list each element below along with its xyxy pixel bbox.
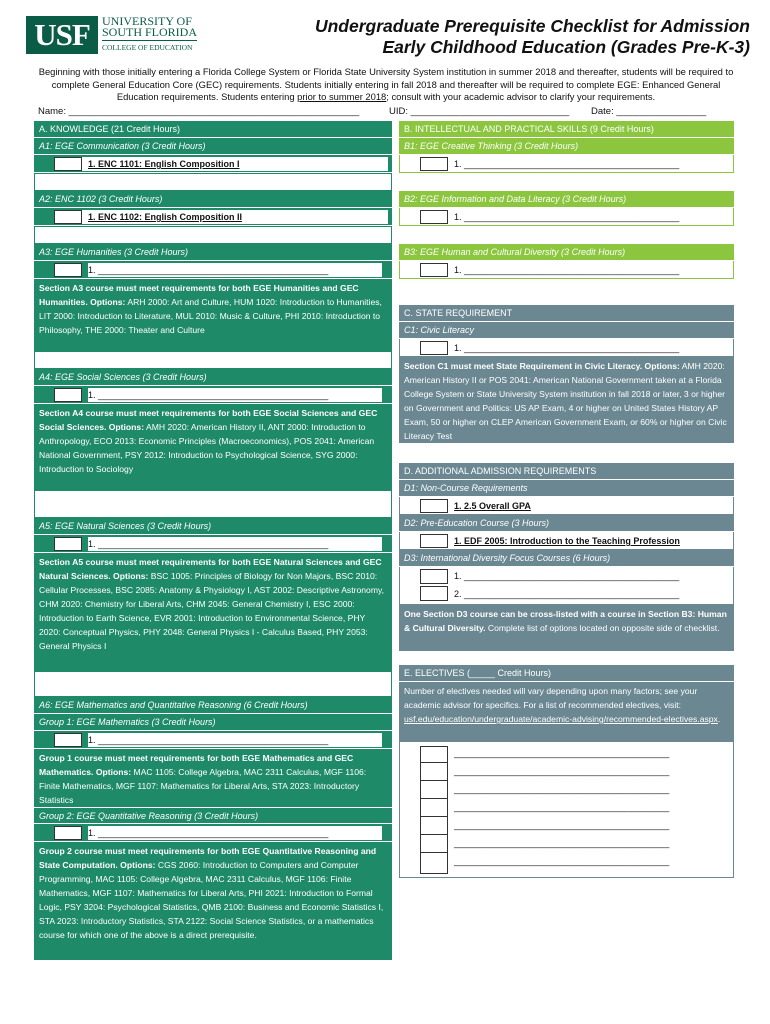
c1-blank[interactable]: 1. ___________________________________________ (454, 341, 723, 355)
d3-blank-1[interactable]: 1. ___________________________________________ (454, 569, 723, 583)
section-b-header: B. INTELLECTUAL AND PRACTICAL SKILLS (9 Credit Hours) (399, 121, 734, 138)
c1-checkbox[interactable] (420, 341, 448, 355)
spacer (399, 443, 734, 463)
a4-note (34, 404, 392, 490)
c1-row (399, 339, 734, 357)
d2-row (399, 532, 734, 550)
a4-note-bold: Section A4 course must meet requirements for both EGE Social Sciences and GEC Social Sciences. Options: (39, 408, 378, 432)
a4-checkbox[interactable] (54, 388, 82, 402)
spacer (34, 351, 392, 369)
b1-header: B1: EGE Creative Thinking (3 Credit Hours) (399, 138, 734, 155)
intro-part1: Beginning with those initially entering a Florida College System or Florida State University System institution in summer 2018 and thereafter, students will be required to complete General Education Core (GEC) requirements. Students initially entering in fall 2018 and thereafter will be required to complete EGE: Enhanced General Education requirements. Students entering (38, 66, 734, 102)
title-line1: Undergraduate Prerequisite Checklist for Admission (314, 16, 750, 36)
b1-blank[interactable]: 1. ___________________________________________ (454, 157, 723, 171)
d2-item: 1. EDF 2005: Introduction to the Teaching Profession (454, 536, 680, 546)
electives-checkbox-column[interactable] (420, 746, 448, 874)
a3-note-text: ARH 2000: Art and Culture, HUM 1020: Introduction to Humanities, LIT 2000: Introduction to Literature, MUL 2010: Music & Culture, PHI 2010: Introduction to Philosophy, THE 2000: Theater and Culture (39, 297, 382, 335)
b3-checkbox[interactable] (420, 263, 448, 277)
divider (420, 762, 448, 763)
a5-note (34, 553, 392, 671)
a5-checkbox[interactable] (54, 537, 82, 551)
a5-header: A5: EGE Natural Sciences (3 Credit Hours) (34, 518, 392, 535)
section-d-header: D. ADDITIONAL ADMISSION REQUIREMENTS (399, 463, 734, 480)
b2-blank[interactable]: 1. ___________________________________________ (454, 210, 723, 224)
divider (420, 852, 448, 853)
b3-row (399, 261, 734, 279)
a3-note-bold: Section A3 course must meet requirements for both EGE Humanities and GEC Humanities. Options: (39, 283, 359, 307)
b2-header: B2: EGE Information and Data Literacy (3 Credit Hours) (399, 191, 734, 208)
logo-line3: COLLEGE OF EDUCATION (102, 40, 197, 53)
group1-note-text: MAC 1105: College Algebra, MAC 2311 Calculus, MGF 1106: Finite Mathematics, MGF 1107: Mathematics for Liberal Arts, STA 2023: Introductory Statistics (39, 767, 367, 805)
a5-note-text: BSC 1005: Principles of Biology for Non Majors, BSC 2010: Cellular Processes, BSC 2085: Anatomy & Physiology I, AST 2002: Descriptive Astronomy, CHM 2020: Chemistry for Liberal Arts, CHM 2045: General Chemistry I, ESC 2000: Introduction to Earth Science, EVR 2001: Introduction to Environmental Science, PHY 2020: Conceptual Physics, PHY 2048: General Physics I - Calculus Based, PHY 2053: General Physics I (39, 571, 385, 651)
section-c-header: C. STATE REQUIREMENT (399, 305, 734, 322)
date-field[interactable]: Date: _________________ (591, 106, 707, 117)
a1-row (34, 155, 392, 173)
a1-header: A1: EGE Communication (3 Credit Hours) (34, 138, 392, 155)
page-header (26, 14, 750, 64)
spacer (399, 651, 734, 665)
divider (420, 816, 448, 817)
spacer (34, 173, 392, 191)
group2-checkbox[interactable] (54, 826, 82, 840)
b3-blank[interactable]: 1. ___________________________________________ (454, 263, 723, 277)
d1-row (399, 497, 734, 515)
group1-note-bold: Group 1 course must meet requirements for both EGE Mathematics and GEC Mathematics. Options: (39, 753, 354, 777)
d1-header: D1: Non-Course Requirements (399, 480, 734, 497)
b2-row (399, 208, 734, 226)
d3-header: D3: International Diversity Focus Courses (6 Hours) (399, 550, 734, 567)
b2-checkbox[interactable] (420, 210, 448, 224)
e-link[interactable]: usf.edu/education/undergraduate/academic-advising/recommended-electives.aspx (404, 714, 718, 724)
a5-row (34, 535, 392, 553)
group2-blank[interactable]: 1. ______________________________________________ (88, 826, 382, 840)
intro-part2: ; consult with your academic advisor to clarify your requirements. (386, 91, 656, 102)
spacer (399, 279, 734, 305)
b1-checkbox[interactable] (420, 157, 448, 171)
a4-header: A4: EGE Social Sciences (3 Credit Hours) (34, 369, 392, 386)
left-column (34, 121, 392, 960)
group2-row (34, 824, 392, 842)
elective-line-7[interactable]: ___________________________________________ (454, 854, 723, 868)
a4-blank[interactable]: 1. ______________________________________________ (88, 388, 382, 402)
a5-blank[interactable]: 1. ______________________________________________ (88, 537, 382, 551)
elective-line-1[interactable]: ___________________________________________ (454, 746, 723, 760)
elective-line-5[interactable]: ___________________________________________ (454, 818, 723, 832)
d3-note-bold: One Section D3 course can be cross-listed with a course in Section B3: Human & Cultural Diversity. (404, 609, 727, 633)
a4-row (34, 386, 392, 404)
title-line2: Early Childhood Education (Grades Pre-K-3) (382, 37, 750, 57)
a3-blank[interactable]: 1. ______________________________________________ (88, 263, 382, 277)
usf-logo (26, 16, 198, 56)
group2-note-text: CGS 2060: Introduction to Computers and Computer Programming, MAC 1105: College Algebra, MAC 2311 Calculus, MGF 1106: Finite Mathematics, MGF 1107: Mathematics for Liberal Arts, PHI 2021: Introduction to Formal Logic, PSY 3204: Psychological Statistics, QMB 2100: Business and Economic Statistics I, STA 2023: Introductory Statistics, STA 2122: Social Science Statistics, or a mathematics course for which one of the above is a direct prerequisite. (39, 860, 384, 940)
divider (420, 834, 448, 835)
a1-checkbox[interactable] (54, 157, 82, 171)
section-e-header: E. ELECTIVES (_____ Credit Hours) (399, 665, 734, 682)
e-note (399, 682, 734, 742)
a2-checkbox[interactable] (54, 210, 82, 224)
spacer (34, 671, 392, 697)
spacer (399, 226, 734, 244)
logo-mark: USF (26, 16, 98, 54)
a3-note (34, 279, 392, 351)
group1-blank[interactable]: 1. ______________________________________________ (88, 733, 382, 747)
e-note-end: . (717, 714, 721, 724)
a3-header: A3: EGE Humanities (3 Credit Hours) (34, 244, 392, 261)
d3-note (399, 605, 734, 651)
d3-note-text: Complete list of options located on opposite side of checklist. (485, 623, 720, 633)
group2-note (34, 842, 392, 960)
group1-note (34, 749, 392, 807)
d3-checkbox-1[interactable] (420, 569, 448, 584)
d3-checkbox-2[interactable] (420, 586, 448, 601)
c1-header: C1: Civic Literacy (399, 322, 734, 339)
elective-line-3[interactable]: ___________________________________________ (454, 782, 723, 796)
d2-header: D2: Pre-Education Course (3 Hours) (399, 515, 734, 532)
a1-item: 1. ENC 1101: English Composition I (82, 157, 388, 171)
intro-paragraph (30, 66, 742, 104)
elective-line-4[interactable]: ___________________________________________ (454, 800, 723, 814)
name-field[interactable]: Name: _______________________________________________________ (38, 106, 360, 117)
a4-note-text: AMH 2020: American History II, ANT 2000: Introduction to Anthropology, ECO 2013: Economic Principles (Macroeconomics), POS 2041: American National Government, PSY 2012: Introduction to Psychological Science, SYG 2000: Introduction to Sociology (39, 422, 375, 474)
a2-item: 1. ENC 1102: English Composition II (82, 210, 388, 224)
b3-header: B3: EGE Human and Cultural Diversity (3 Credit Hours) (399, 244, 734, 261)
a5-note-bold: Section A5 course must meet requirements for both EGE Natural Sciences and GEC Natural Sciences. Options: (39, 557, 382, 581)
divider (420, 780, 448, 781)
electives-list (399, 742, 734, 878)
group2-header: Group 2: EGE Quantitative Reasoning (3 Credit Hours) (34, 807, 392, 824)
d3-blank-2[interactable]: 2. ___________________________________________ (454, 587, 723, 601)
uid-field[interactable]: UID: ______________________________ (389, 106, 570, 117)
c1-note-text: AMH 2020: American History II or POS 2041: American National Government taken at a Florida College System or State University System institution in fall 2018 or later, 3 or higher on Government and Politics: US AP Exam, 4 or higher on United States History AP Exam, 50 or higher on CLEP American Government Exam, or 60% or higher on Civic Literacy Test (404, 361, 727, 441)
e-note-text: Number of electives needed will vary depending upon many factors; see your academic advisor for specifics. For a list of recommended electives, visit: (404, 686, 698, 710)
group1-header: Group 1: EGE Mathematics (3 Credit Hours) (34, 714, 392, 731)
spacer (34, 490, 392, 518)
logo-line2: SOUTH FLORIDA (102, 25, 198, 39)
a2-row (34, 208, 392, 226)
intro-underlined: prior to summer 2018 (297, 91, 387, 102)
d3-rows (399, 567, 734, 605)
group2-note-bold: Group 2 course must meet requirements for both EGE Quantitative Reasoning and State Computation. Options: (39, 846, 377, 870)
logo-line1: UNIVERSITY OF (102, 14, 192, 28)
a6-header: A6: EGE Mathematics and Quantitative Reasoning (6 Credit Hours) (34, 697, 392, 714)
d2-checkbox[interactable] (420, 534, 448, 548)
c1-note-bold: Section C1 must meet State Requirement in Civic Literacy. Options: (404, 361, 680, 371)
d1-checkbox[interactable] (420, 499, 448, 513)
right-column (399, 121, 734, 878)
logo-text (102, 16, 197, 53)
a3-checkbox[interactable] (54, 263, 82, 277)
c1-note (399, 357, 734, 443)
group1-checkbox[interactable] (54, 733, 82, 747)
elective-line-6[interactable]: ___________________________________________ (454, 836, 723, 850)
page-title (315, 16, 750, 58)
divider (420, 798, 448, 799)
spacer (399, 173, 734, 191)
d1-item: 1. 2.5 Overall GPA (454, 501, 531, 511)
group1-row (34, 731, 392, 749)
elective-line-2[interactable]: ___________________________________________ (454, 764, 723, 778)
spacer (34, 226, 392, 244)
a3-row (34, 261, 392, 279)
a2-header: A2: ENC 1102 (3 Credit Hours) (34, 191, 392, 208)
b1-row (399, 155, 734, 173)
section-a-header: A. KNOWLEDGE (21 Credit Hours) (34, 121, 392, 138)
